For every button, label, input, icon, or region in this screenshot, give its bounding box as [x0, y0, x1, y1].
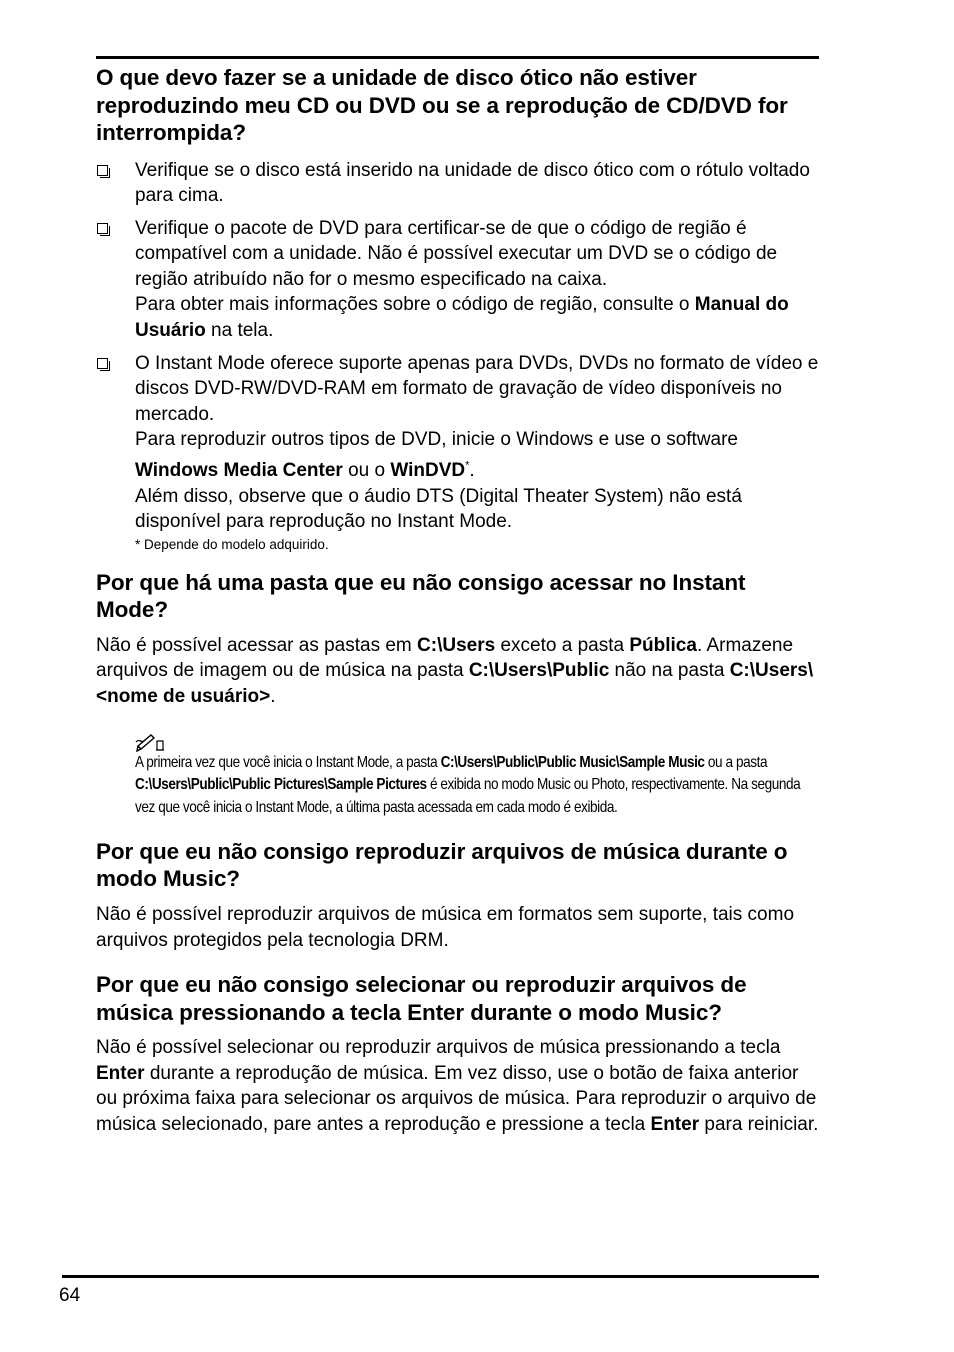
footnote-marker: * — [465, 459, 470, 472]
note-pencil-icon — [135, 732, 167, 752]
checklist — [96, 158, 821, 555]
checklist-item: Verifique o pacote de DVD para certificar-se de que o código de região é compatível com a unidade. Não é possível executar um DVD se o código de região atribuído não for o mesmo especificado na caixa. Para obter mais informações sobre o código de região, consulte o Manual do Usuário na tela. — [96, 216, 821, 344]
note-box — [135, 732, 821, 820]
section-heading: O que devo fazer se a unidade de disco ótico não estiver reproduzindo meu CD ou DVD ou se a reprodução de CD/DVD for interrompida? — [96, 65, 788, 145]
checkbox-icon — [97, 223, 108, 234]
section-heading: Por que eu não consigo selecionar ou reproduzir arquivos de música pressionando a tecla Enter durante o modo Music? — [96, 972, 747, 1025]
page-content — [96, 64, 821, 1138]
note-text: A primeira vez que você inicia o Instant Mode, a pasta C:\Users\Public\Public Music\Sample Music ou a pasta C:\Users\Public\Public Pictures\Sample Pictures é exibida no modo Music ou Photo, respectivamente. Na segunda vez que você inicia o Instant Mode, a última pasta acessada em cada modo é exibida. — [135, 753, 801, 817]
bottom-rule — [62, 1275, 819, 1278]
section-inaccessible-folder: Por que há uma pasta que eu não consigo acessar no Instant Mode? Não é possível acessar as pastas em C:\Users exceto a pasta Pública. Armazene arquivos de imagem ou de música na pasta C:\Users\Public não na pasta C:\Users\<nome de usuário>. A primeira vez que você inicia o Instant Mode, a pasta C:\Users\Public\Public Music\Sample Music ou a pasta C:\Users\Public\Public Pictures\Sample Pictures é exibida no modo Music ou Photo, respectivamente. Na segunda vez que você inicia o Instant Mode, a última pasta acessada em cada modo é exibida. — [96, 569, 821, 820]
section-heading: Por que eu não consigo reproduzir arquivos de música durante o modo Music? — [96, 838, 788, 892]
section-optical-disc — [96, 64, 821, 555]
checklist-item: Verifique se o disco está inserido na unidade de disco ótico com o rótulo voltado para cima. — [96, 158, 821, 209]
top-rule — [96, 56, 819, 59]
section-enter-key: Por que eu não consigo selecionar ou reproduzir arquivos de música pressionando a tecla Enter durante o modo Music? Não é possível selecionar ou reproduzir arquivos de música pressionando a tecla Enter durante a reprodução de música. Em vez disso, use o botão de faixa anterior ou próxima faixa para selecionar os arquivos de música. Para reproduzir o arquivo de música selecionado, pare antes a reprodução e pressione a tecla Enter para reiniciar. — [96, 971, 821, 1137]
page-number: 64 — [59, 1285, 81, 1306]
checklist-item: O Instant Mode oferece suporte apenas para DVDs, DVDs no formato de vídeo e discos DVD-RW/DVD-RAM em formato de gravação de vídeo disponíveis no mercado. Para reproduzir outros tipos de DVD, inicie o Windows e use o software Windows Media Center ou o WinDVD*. Além disso, observe que o áudio DTS (Digital Theater System) não está disponível para reprodução no Instant Mode. * Depende do modelo adquirido. — [96, 351, 821, 555]
section-music-formats: Por que eu não consigo reproduzir arquivos de música durante o modo Music? Não é possível reproduzir arquivos de música em formatos sem suporte, tais como arquivos protegidos pela tecnologia DRM. — [96, 838, 821, 953]
footnote: * Depende do modelo adquirido. — [135, 536, 329, 552]
section-heading: Por que há uma pasta que eu não consigo acessar no Instant Mode? — [96, 569, 746, 623]
checkbox-icon — [97, 165, 108, 176]
bold-manual-link-text: Manual do Usuário — [135, 294, 789, 342]
checkbox-icon — [97, 358, 108, 369]
